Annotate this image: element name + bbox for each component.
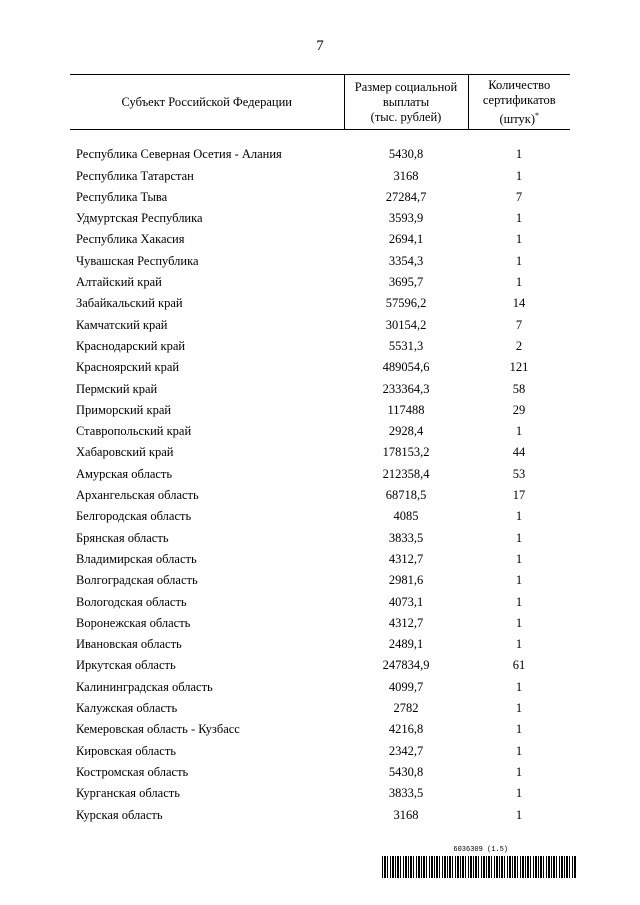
table-row xyxy=(70,677,570,698)
subject-name-cell: Владимирская область xyxy=(76,551,197,566)
certificate-count-cell: 121 xyxy=(509,360,529,375)
table-body xyxy=(70,130,570,826)
subject-name-cell: Чувашская Республика xyxy=(76,253,199,268)
subject-name-cell: Калининградская область xyxy=(76,679,213,694)
header-count: Количество сертификатов (штук)* xyxy=(468,75,570,130)
payment-cell: 2981,6 xyxy=(388,573,424,588)
table-row xyxy=(70,506,570,527)
certificate-count-cell: 58 xyxy=(512,381,526,396)
certificate-count-cell: 1 xyxy=(515,211,523,226)
table-row xyxy=(70,421,570,442)
payment-cell: 4312,7 xyxy=(388,615,424,630)
certificate-count-cell: 1 xyxy=(515,722,523,737)
table-header xyxy=(70,75,570,130)
payment-cell: 178153,2 xyxy=(382,445,430,460)
payment-cell: 2694,1 xyxy=(388,232,424,247)
subject-name-cell: Кировская область xyxy=(76,743,177,758)
certificate-count-cell: 7 xyxy=(515,189,523,204)
table-row xyxy=(70,613,570,634)
subject-name-cell: Приморский край xyxy=(76,402,172,417)
payment-cell: 4073,1 xyxy=(388,594,424,609)
table-row xyxy=(70,783,570,804)
payment-cell: 2342,7 xyxy=(388,743,424,758)
table-row xyxy=(70,378,570,399)
subject-name-cell: Республика Тыва xyxy=(76,189,168,204)
payment-cell: 5430,8 xyxy=(388,147,424,162)
subsidy-table-container xyxy=(70,74,570,826)
subject-name-cell: Кемеровская область - Кузбасс xyxy=(76,722,240,737)
certificate-count-cell: 1 xyxy=(515,615,523,630)
subject-name-cell: Алтайский край xyxy=(76,275,162,290)
subject-name-cell: Красноярский край xyxy=(76,360,180,375)
certificate-count-cell: 1 xyxy=(515,232,523,247)
payment-cell: 3168 xyxy=(393,807,419,822)
payment-cell: 117488 xyxy=(387,402,425,417)
table-row xyxy=(70,719,570,740)
certificate-count-cell: 1 xyxy=(515,168,523,183)
subject-name-cell: Курская область xyxy=(76,807,163,822)
payment-cell: 5531,3 xyxy=(388,338,424,353)
subject-name-cell: Калужская область xyxy=(76,701,178,716)
payment-cell: 212358,4 xyxy=(382,466,430,481)
payment-cell: 3833,5 xyxy=(388,786,424,801)
table-row xyxy=(70,315,570,336)
payment-cell: 5430,8 xyxy=(388,764,424,779)
certificate-count-cell: 1 xyxy=(515,764,523,779)
certificate-count-cell: 1 xyxy=(515,573,523,588)
certificate-count-cell: 1 xyxy=(515,147,523,162)
payment-cell: 2782 xyxy=(393,701,419,716)
certificate-count-cell: 1 xyxy=(515,786,523,801)
certificate-count-cell: 1 xyxy=(515,275,523,290)
subject-name-cell: Камчатский край xyxy=(76,317,168,332)
certificate-count-cell: 2 xyxy=(515,338,523,353)
payment-cell: 4216,8 xyxy=(388,722,424,737)
subject-name-cell: Хабаровский край xyxy=(76,445,174,460)
subsidy-table xyxy=(70,74,570,826)
certificate-count-cell: 14 xyxy=(512,296,526,311)
subject-name-cell: Ставропольский край xyxy=(76,424,192,439)
certificate-count-cell: 17 xyxy=(512,488,526,503)
certificate-count-cell: 1 xyxy=(515,551,523,566)
payment-cell: 2928,4 xyxy=(388,424,424,439)
barcode-block xyxy=(382,846,576,878)
table-row xyxy=(70,655,570,676)
header-payment: Размер социальной выплаты (тыс. рублей) xyxy=(344,75,468,130)
subject-name-cell: Республика Татарстан xyxy=(76,168,194,183)
certificate-count-cell: 1 xyxy=(515,253,523,268)
certificate-count-cell: 44 xyxy=(512,445,526,460)
certificate-count-cell: 1 xyxy=(515,424,523,439)
table-row xyxy=(70,442,570,463)
table-row xyxy=(70,804,570,825)
header-subject: Субъект Российской Федерации xyxy=(70,75,344,130)
table-row xyxy=(70,528,570,549)
table-row xyxy=(70,485,570,506)
subject-name-cell: Забайкальский край xyxy=(76,296,183,311)
table-row xyxy=(70,400,570,421)
table-row xyxy=(70,634,570,655)
payment-cell: 4312,7 xyxy=(388,551,424,566)
table-row xyxy=(70,549,570,570)
payment-cell: 4085 xyxy=(393,509,419,524)
table-row xyxy=(70,698,570,719)
certificate-count-cell: 61 xyxy=(512,658,526,673)
subject-name-cell: Вологодская область xyxy=(76,594,187,609)
certificate-count-cell: 1 xyxy=(515,530,523,545)
table-row xyxy=(70,293,570,314)
certificate-count-cell: 1 xyxy=(515,679,523,694)
certificate-count-cell: 1 xyxy=(515,637,523,652)
payment-cell: 233364,3 xyxy=(382,381,430,396)
payment-cell: 68718,5 xyxy=(385,488,427,503)
certificate-count-cell: 1 xyxy=(515,701,523,716)
certificate-count-cell: 1 xyxy=(515,743,523,758)
barcode-icon xyxy=(382,856,576,878)
payment-cell: 3593,9 xyxy=(388,211,424,226)
subject-name-cell: Волгоградская область xyxy=(76,573,198,588)
certificate-count-cell: 1 xyxy=(515,807,523,822)
table-row xyxy=(70,591,570,612)
payment-cell: 57596,2 xyxy=(385,296,427,311)
payment-cell: 2489,1 xyxy=(388,637,424,652)
certificate-count-cell: 7 xyxy=(515,317,523,332)
subject-name-cell: Курганская область xyxy=(76,786,180,801)
payment-cell: 3695,7 xyxy=(388,275,424,290)
table-row xyxy=(70,144,570,165)
table-row xyxy=(70,272,570,293)
footnote-mark: * xyxy=(535,111,540,120)
subject-name-cell: Ивановская область xyxy=(76,637,182,652)
subject-name-cell: Республика Хакасия xyxy=(76,232,185,247)
table-row xyxy=(70,251,570,272)
certificate-count-cell: 29 xyxy=(512,402,526,417)
page-number: 7 xyxy=(316,38,324,54)
certificate-count-cell: 1 xyxy=(515,509,523,524)
subject-name-cell: Иркутская область xyxy=(76,658,176,673)
subject-name-cell: Костромская область xyxy=(76,764,189,779)
certificate-count-cell: 1 xyxy=(515,594,523,609)
payment-cell: 3168 xyxy=(393,168,419,183)
subject-name-cell: Республика Северная Осетия - Алания xyxy=(76,147,282,162)
subject-name-cell: Архангельская область xyxy=(76,488,199,503)
payment-cell: 3354,3 xyxy=(388,253,424,268)
table-row xyxy=(70,187,570,208)
subject-name-cell: Пермский край xyxy=(76,381,158,396)
table-row xyxy=(70,464,570,485)
payment-cell: 247834,9 xyxy=(382,658,430,673)
payment-cell: 3833,5 xyxy=(388,530,424,545)
table-row xyxy=(70,762,570,783)
subject-name-cell: Воронежская область xyxy=(76,615,191,630)
subject-name-cell: Краснодарский край xyxy=(76,338,186,353)
subject-name-cell: Брянская область xyxy=(76,530,169,545)
barcode-code: 6036309 (1.5) xyxy=(453,846,508,854)
table-row xyxy=(70,570,570,591)
table-row xyxy=(70,208,570,229)
payment-cell: 489054,6 xyxy=(382,360,430,375)
table-row xyxy=(70,740,570,761)
subject-name-cell: Амурская область xyxy=(76,466,173,481)
table-row xyxy=(70,229,570,250)
table-row xyxy=(70,336,570,357)
subject-name-cell: Удмуртская Республика xyxy=(76,211,203,226)
payment-cell: 4099,7 xyxy=(388,679,424,694)
certificate-count-cell: 53 xyxy=(512,466,526,481)
subject-name-cell: Белгородская область xyxy=(76,509,192,524)
table-row xyxy=(70,357,570,378)
payment-cell: 30154,2 xyxy=(385,317,427,332)
payment-cell: 27284,7 xyxy=(385,189,427,204)
table-row xyxy=(70,165,570,186)
